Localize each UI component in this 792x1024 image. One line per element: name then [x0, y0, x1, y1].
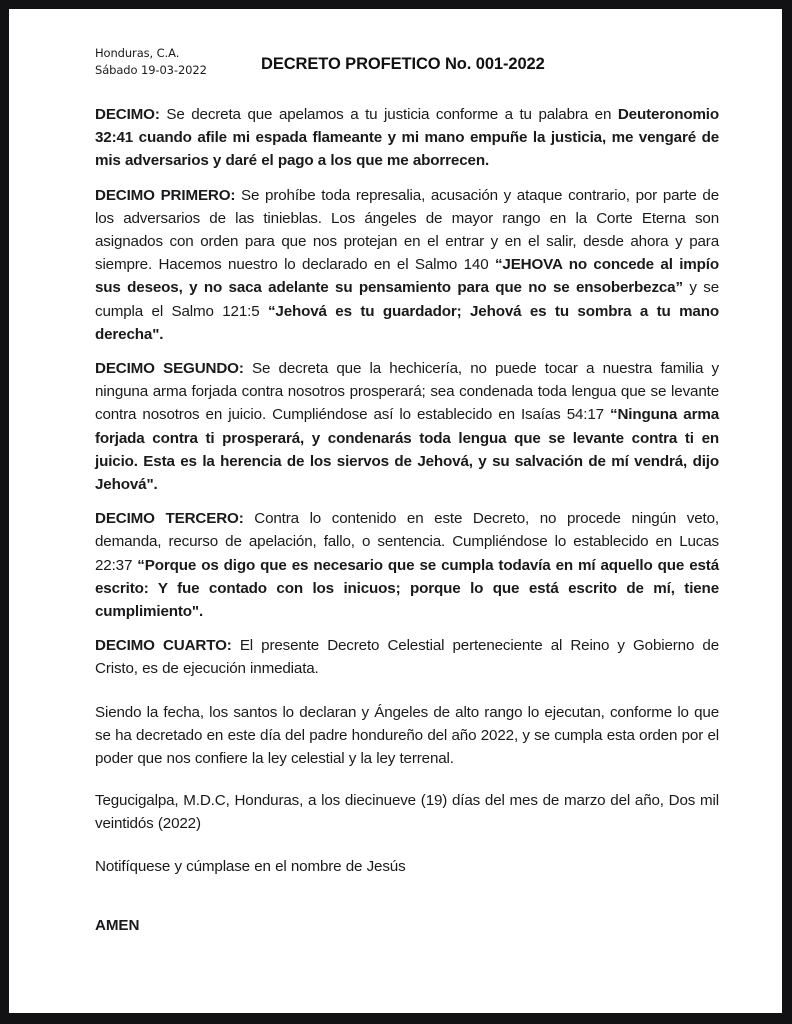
closing-paragraph-notification: Notifíquese y cúmplase en el nombre de Jesús: [95, 857, 406, 875]
document-body: [95, 103, 719, 937]
clause-decimo-primero: [95, 184, 719, 346]
clause-scripture: Deuteronomio 32:41 cuando afile mi espada flameante y mi mano empuñe la justicia, me vengaré de mis adversarios y daré el pago a los que me aborrecen.: [95, 106, 719, 170]
clause-decimo-segundo: [95, 357, 719, 496]
clause-text: Contra lo contenido en este Decreto, no procede ningún veto, demanda, recurso de apelación, fallo, o sentencia. Cumpliéndose lo establecido en Lucas 22:37: [95, 510, 719, 574]
clause-lead: DECIMO CUARTO:: [95, 637, 232, 655]
amen-line: AMEN: [95, 916, 140, 934]
clause-scripture: “Porque os digo que es necesario que se cumpla todavía en mí aquello que está escrito: Y fue contado con los inicuos; porque lo que está escrito de mí, tiene cumplimiento".: [95, 556, 719, 621]
clause-decimo: [95, 103, 719, 173]
clause-text: Se decreta que apelamos a tu justicia conforme a tu palabra en: [159, 106, 618, 123]
clause-scripture: “Ninguna arma forjada contra ti prosperará, y condenarás toda lengua que se levante contra ti en juicio. Esta es la herencia de los siervos de Jehová, y su salvación de mí vendrá, dijo Jehová".: [95, 406, 719, 494]
clause-text: El presente Decreto Celestial perteneciente al Reino y Gobierno de Cristo, es de ejecución inmediata.: [95, 637, 719, 678]
document-header: [95, 45, 719, 97]
clause-text-middle: y se cumpla el Salmo 121:5: [95, 279, 719, 320]
clause-decimo-cuarto: [95, 634, 719, 680]
clause-scripture: “JEHOVA no concede al impío sus deseos, y no saca adelante su pensamiento para que no se ensoberbezca”: [95, 256, 719, 297]
closing-paragraph-execution: Siendo la fecha, los santos lo declaran y Ángeles de alto rango lo ejecutan, conforme lo que se ha decretado en este día del padre hondureño del año 2022, y se cumpla esta orden por el poder que nos confiere la ley celestial y la ley terrenal.: [95, 703, 719, 768]
origin-country: Honduras, C.A.: [95, 46, 180, 60]
origin-block: [95, 45, 207, 79]
page-title: DECRETO PROFETICO No. 001-2022: [261, 55, 545, 73]
document-content-area: [95, 9, 719, 937]
clause-lead: DECIMO:: [95, 106, 160, 123]
clause-lead: DECIMO SEGUNDO:: [95, 360, 244, 378]
clause-scripture-secondary: “Jehová es tu guardador; Jehová es tu sombra a tu mano derecha".: [95, 302, 719, 343]
clause-lead: DECIMO TERCERO:: [95, 510, 244, 528]
clause-decimo-tercero: [95, 507, 719, 623]
clause-lead: DECIMO PRIMERO:: [95, 186, 236, 204]
document-sheet: [9, 9, 782, 1013]
closing-paragraph-place-date: Tegucigalpa, M.D.C, Honduras, a los diecinueve (19) días del mes de marzo del año, Dos mil veintidós (2022): [95, 792, 719, 833]
origin-date: Sábado 19-03-2022: [95, 63, 207, 77]
clause-text: Se decreta que la hechicería, no puede tocar a nuestra familia y ninguna arma forjada contra nosotros prosperará; sea condenada toda lengua que se levante contra nosotros en juicio. Cumpliéndose así lo establecido en Isaías 54:17: [95, 360, 719, 424]
clause-text: Se prohíbe toda represalia, acusación y ataque contrario, por parte de los adversarios de las tinieblas. Los ángeles de mayor rango en la Corte Eterna son asignados con orden para que nos protejan en el entrar y en el salir, desde ahora y para siempre. Hacemos nuestro lo declarado en el Salmo 140: [95, 186, 719, 274]
